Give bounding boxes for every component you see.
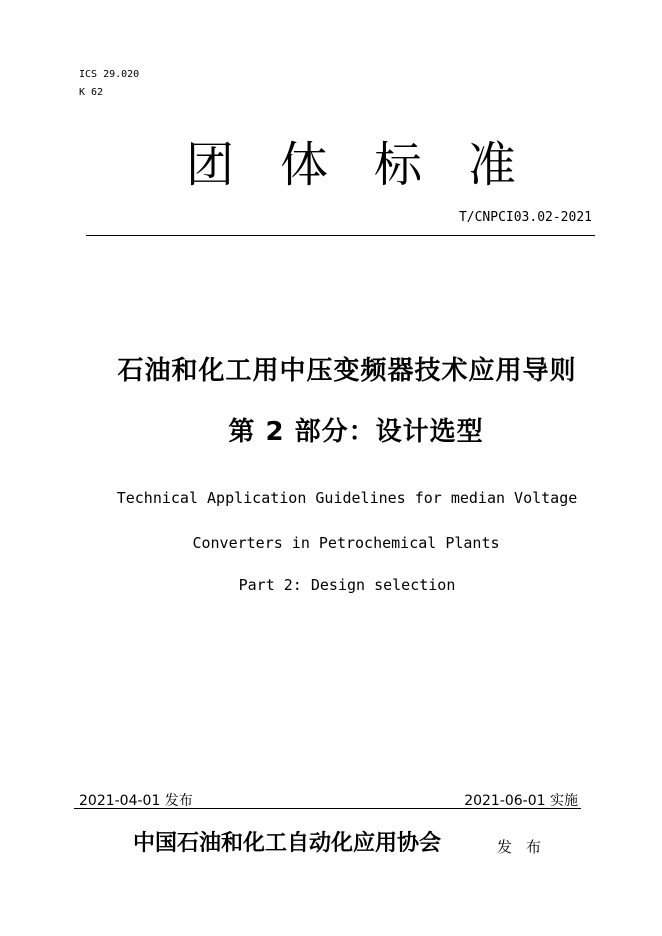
title-chinese: 石油和化工用中压变频器技术应用导则 (117, 356, 577, 386)
title-english-line-2: Converters in Petrochemical Plants (192, 534, 500, 552)
standard-type-char: 标 (373, 137, 422, 193)
publish-label: 发布 (497, 838, 556, 856)
issue-date: 2021-04-01 发布 (79, 793, 193, 809)
ics-code: ICS 29.020 (79, 69, 140, 80)
footer-divider (74, 808, 581, 809)
implementation-date: 2021-06-01 实施 (464, 793, 578, 809)
title-english-line-3: Part 2: Design selection (238, 576, 456, 594)
standard-number: T/CNPCI03.02-2021 (458, 210, 592, 225)
standard-type-char: 团 (186, 137, 235, 193)
publisher-name: 中国石油和化工自动化应用协会 (133, 831, 442, 856)
standard-type-heading (186, 126, 516, 195)
header-divider (86, 235, 595, 236)
standard-type-char: 体 (279, 137, 328, 193)
ccs-code: K 62 (79, 87, 104, 98)
title-english-line-1: Technical Application Guidelines for median Voltage (116, 489, 578, 507)
subtitle-chinese: 第 2 部分：设计选型 (228, 417, 484, 447)
standard-type-char: 准 (467, 137, 516, 193)
